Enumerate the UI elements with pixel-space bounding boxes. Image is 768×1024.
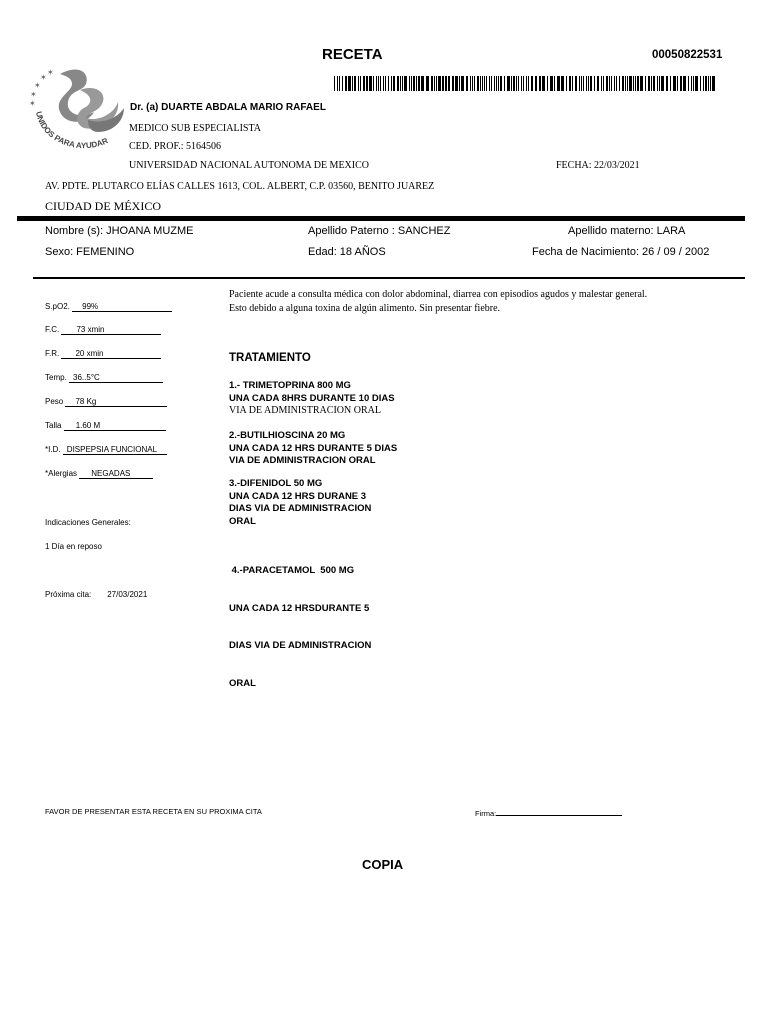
- vital-peso: Peso 78 Kg: [45, 397, 167, 407]
- barcode-bar: [588, 76, 589, 91]
- barcode-bar: [477, 76, 479, 91]
- barcode-bar: [614, 76, 615, 91]
- barcode-bar: [518, 76, 519, 91]
- barcode-bar: [569, 76, 571, 91]
- proxima-cita: Próxima cita: 27/03/2021: [45, 590, 148, 599]
- barcode-bar: [597, 76, 599, 91]
- barcode-bar: [657, 76, 658, 91]
- barcode-bar: [581, 76, 582, 91]
- barcode-bar: [680, 76, 682, 91]
- barcode-bar: [705, 76, 707, 91]
- barcode-bar: [409, 76, 410, 91]
- barcode-bar: [383, 76, 384, 91]
- doctor-university: UNIVERSIDAD NACIONAL AUTONOMA DE MEXICO: [129, 160, 369, 171]
- barcode-bar: [376, 76, 377, 91]
- patient-age: Edad: 18 AÑOS: [308, 246, 386, 258]
- vital-id: *I.D. DISPEPSIA FUNCIONAL: [45, 445, 167, 455]
- barcode-bar: [337, 76, 338, 91]
- barcode-bar: [606, 76, 608, 91]
- barcode-bar: [438, 76, 441, 91]
- barcode-bar: [489, 76, 490, 91]
- tratamiento-heading: TRATAMIENTO: [229, 352, 311, 364]
- barcode-bar: [342, 76, 343, 91]
- barcode-bar: [339, 76, 340, 91]
- copia-label: COPIA: [362, 857, 404, 872]
- barcode: [334, 76, 718, 91]
- indicaciones-label: Indicaciones Generales:: [45, 518, 131, 527]
- barcode-bar: [345, 76, 347, 91]
- barcode-bar: [691, 76, 692, 91]
- barcode-bar: [418, 76, 420, 91]
- barcode-bar: [516, 76, 517, 91]
- doctor-specialty: MEDICO SUB ESPECIALISTA: [129, 123, 261, 134]
- barcode-bar: [507, 76, 510, 91]
- barcode-bar: [554, 76, 555, 91]
- barcode-bar: [442, 76, 444, 91]
- barcode-bar: [455, 76, 458, 91]
- barcode-bar: [648, 76, 650, 91]
- barcode-bar: [633, 76, 634, 91]
- barcode-bar: [445, 76, 447, 91]
- barcode-bar: [688, 76, 689, 91]
- barcode-bar: [673, 76, 676, 91]
- barcode-bar: [391, 76, 392, 91]
- svg-text:✶: ✶: [40, 73, 47, 82]
- barcode-bar: [436, 76, 437, 91]
- barcode-bar: [566, 76, 567, 91]
- barcode-bar: [539, 76, 541, 91]
- med-item: 3.-DIFENIDOL 50 MG UNA CADA 12 HRS DURANE 3 DIAS VIA DE ADMINISTRACION ORAL: [229, 478, 372, 527]
- barcode-bar: [500, 76, 502, 91]
- barcode-bar: [609, 76, 610, 91]
- patient-sex: Sexo: FEMENINO: [45, 246, 135, 258]
- doctor-name: Dr. (a) DUARTE ABDALA MARIO RAFAEL: [130, 102, 326, 113]
- barcode-bar: [637, 76, 639, 91]
- barcode-bar: [622, 76, 624, 91]
- barcode-bar: [511, 76, 512, 91]
- svg-text:✶: ✶: [34, 81, 41, 90]
- barcode-bar: [461, 76, 464, 91]
- logo-icon: [28, 62, 138, 157]
- address: AV. PDTE. PLUTARCO ELÍAS CALLES 1613, COL. ALBERT, C.P. 03560, BENITO JUAREZ: [45, 181, 435, 192]
- barcode-bar: [452, 76, 454, 91]
- barcode-bar: [700, 76, 701, 91]
- barcode-bar: [491, 76, 492, 91]
- barcode-bar: [561, 76, 564, 91]
- barcode-bar: [651, 76, 652, 91]
- patient-apellido-paterno: Apellido Paterno : SANCHEZ: [308, 225, 451, 237]
- barcode-bar: [404, 76, 407, 91]
- clinical-note: Paciente acude a consulta médica con dolor abdominal, diarrea con episodios agudos y malestar general. Esto debido a alguna toxina de algún alimento. Sin presentar fiebre.: [229, 289, 648, 314]
- barcode-bar: [513, 76, 515, 91]
- doctor-cedula: CED. PROF.: 5164506: [129, 141, 221, 152]
- header-divider: [17, 216, 745, 221]
- signature-field: Firma:: [475, 807, 622, 818]
- barcode-bar: [486, 76, 487, 91]
- barcode-bar: [594, 76, 595, 91]
- barcode-bar: [586, 76, 587, 91]
- folio-number: 00050822531: [652, 49, 723, 61]
- barcode-bar: [431, 76, 433, 91]
- barcode-bar: [616, 76, 617, 91]
- barcode-bar: [653, 76, 655, 91]
- barcode-bar: [411, 76, 412, 91]
- barcode-bar: [413, 76, 415, 91]
- barcode-bar: [677, 76, 678, 91]
- med-item: 2.-BUTILHIOSCINA 20 MG UNA CADA 12 HRS DURANTE 5 DIAS VIA DE ADMINISTRACION ORAL: [229, 430, 398, 466]
- barcode-bar: [601, 76, 602, 91]
- date: FECHA: 22/03/2021: [556, 160, 640, 171]
- barcode-bar: [496, 76, 497, 91]
- barcode-bar: [640, 76, 643, 91]
- svg-text:✶: ✶: [30, 90, 37, 99]
- vital-fc: F.C. 73 xmin: [45, 325, 161, 335]
- barcode-bar: [482, 76, 483, 91]
- barcode-bar: [363, 76, 365, 91]
- barcode-bar: [710, 76, 711, 91]
- barcode-bar: [366, 76, 368, 91]
- page-title: RECETA: [322, 46, 383, 63]
- barcode-bar: [625, 76, 626, 91]
- vital-talla: Talla 1.60 M: [45, 421, 166, 431]
- barcode-bar: [627, 76, 628, 91]
- barcode-bar: [426, 76, 429, 91]
- barcode-bar: [659, 76, 660, 91]
- barcode-bar: [352, 76, 353, 91]
- barcode-bar: [583, 76, 584, 91]
- barcode-bar: [611, 76, 612, 91]
- barcode-bar: [550, 76, 553, 91]
- barcode-bar: [526, 76, 527, 91]
- svg-text:✶: ✶: [47, 68, 54, 77]
- barcode-bar: [378, 76, 379, 91]
- vital-temp: Temp. 36..5°C: [45, 373, 163, 383]
- barcode-bar: [579, 76, 580, 91]
- svg-text:✶: ✶: [29, 99, 36, 108]
- patient-divider: [33, 277, 745, 279]
- barcode-bar: [358, 76, 359, 91]
- barcode-bar: [334, 76, 335, 91]
- barcode-bar: [448, 76, 450, 91]
- barcode-bar: [521, 76, 522, 91]
- barcode-bar: [645, 76, 646, 91]
- vital-fr: F.R. 20 xmin: [45, 349, 161, 359]
- barcode-bar: [629, 76, 632, 91]
- barcode-bar: [708, 76, 709, 91]
- barcode-bar: [484, 76, 485, 91]
- barcode-bar: [416, 76, 417, 91]
- barcode-bar: [547, 76, 548, 91]
- barcode-bar: [480, 76, 481, 91]
- barcode-bar: [434, 76, 435, 91]
- barcode-bar: [712, 76, 715, 91]
- barcode-bar: [397, 76, 399, 91]
- footer-note: FAVOR DE PRESENTAR ESTA RECETA EN SU PROXIMA CITA: [45, 807, 262, 816]
- barcode-bar: [572, 76, 573, 91]
- vital-spo2: S.pO2. 99%: [45, 302, 172, 312]
- barcode-bar: [388, 76, 389, 91]
- barcode-bar: [635, 76, 636, 91]
- indicaciones-value: 1 Día en reposo: [45, 542, 102, 551]
- barcode-bar: [693, 76, 694, 91]
- barcode-bar: [421, 76, 424, 91]
- barcode-bar: [695, 76, 698, 91]
- barcode-bar: [619, 76, 620, 91]
- barcode-bar: [603, 76, 604, 91]
- med-item: 4.-PARACETAMOL 500 MG UNA CADA 12 HRSDURANTE 5 DIAS VIA DE ADMINISTRACION ORAL: [229, 565, 372, 689]
- barcode-bar: [590, 76, 592, 91]
- barcode-bar: [661, 76, 664, 91]
- barcode-bar: [402, 76, 403, 91]
- barcode-bar: [380, 76, 381, 91]
- barcode-bar: [531, 76, 533, 91]
- barcode-bar: [470, 76, 471, 91]
- barcode-bar: [666, 76, 668, 91]
- patient-name: Nombre (s): JHOANA MUZME: [45, 225, 194, 237]
- barcode-bar: [459, 76, 460, 91]
- barcode-bar: [542, 76, 545, 91]
- med-item: 1.- TRIMETOPRINA 800 MG UNA CADA 8HRS DURANTE 10 DIAS VIA DE ADMINISTRACION ORAL: [229, 380, 395, 416]
- barcode-bar: [703, 76, 704, 91]
- barcode-bar: [360, 76, 361, 91]
- barcode-bar: [472, 76, 473, 91]
- barcode-bar: [393, 76, 395, 91]
- barcode-bar: [523, 76, 524, 91]
- barcode-bar: [354, 76, 356, 91]
- barcode-bar: [504, 76, 505, 91]
- barcode-bar: [683, 76, 686, 91]
- barcode-bar: [494, 76, 495, 91]
- patient-apellido-materno: Apellido materno: LARA: [568, 225, 686, 237]
- barcode-bar: [557, 76, 560, 91]
- barcode-bar: [670, 76, 671, 91]
- barcode-bar: [474, 76, 475, 91]
- barcode-bar: [373, 76, 374, 91]
- barcode-bar: [466, 76, 468, 91]
- barcode-bar: [400, 76, 401, 91]
- patient-birthdate: Fecha de Nacimiento: 26 / 09 / 2002: [532, 246, 710, 258]
- barcode-bar: [498, 76, 499, 91]
- vital-alergias: *Alergias NEGADAS: [45, 469, 153, 479]
- barcode-bar: [348, 76, 351, 91]
- city: CIUDAD DE MÉXICO: [45, 199, 161, 213]
- logo-text: UNIDOS PARA AYUDAR: [34, 110, 110, 151]
- barcode-bar: [575, 76, 577, 91]
- barcode-bar: [528, 76, 529, 91]
- barcode-bar: [369, 76, 372, 91]
- barcode-bar: [535, 76, 537, 91]
- barcode-bar: [385, 76, 386, 91]
